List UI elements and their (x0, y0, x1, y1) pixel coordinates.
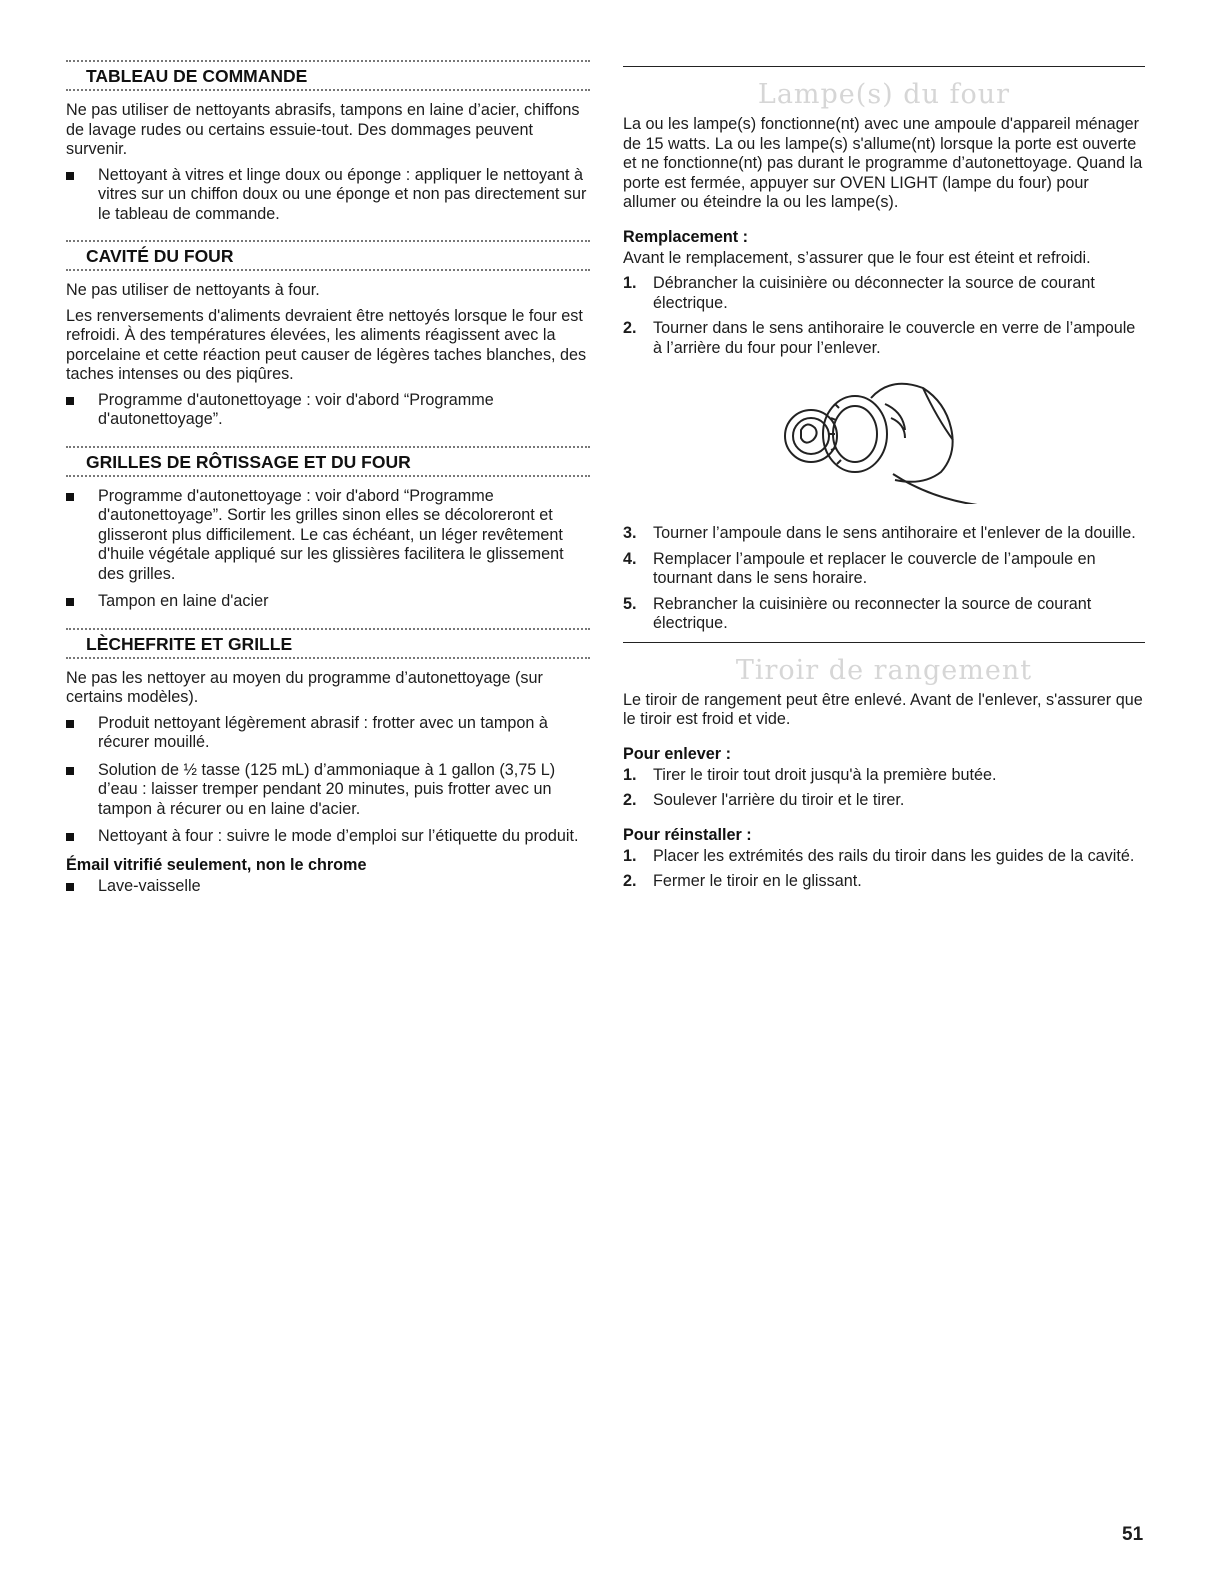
bulb-illustration (623, 374, 1145, 504)
paragraph: Le tiroir de rangement peut être enlevé. Avant de l'enlever, s'assurer que le tiroir est froid et vide. (623, 690, 1143, 728)
list-item: 1. Tirer le tiroir tout droit jusqu'à la première butée. (623, 765, 997, 784)
section-heading: CAVITÉ DU FOUR (86, 246, 234, 266)
section-rule (66, 657, 590, 659)
square-bullet-icon (66, 493, 74, 501)
list-item: 4. Remplacer l’ampoule et replacer le couvercle de l’ampoule en tournant dans le sens horaire. (623, 549, 1096, 587)
step-list (623, 766, 1145, 811)
section-tableau-de-commande (66, 60, 590, 224)
section-rule (623, 66, 1145, 67)
bullet-list (66, 166, 590, 225)
section-title: Tiroir de rangement (735, 654, 1033, 686)
paragraph: Ne pas utiliser de nettoyants à four. (66, 281, 320, 299)
square-bullet-icon (66, 720, 74, 728)
subheading: Remplacement : (623, 227, 749, 246)
section-cavite-du-four (66, 240, 590, 430)
list-item: Nettoyant à four : suivre le mode d’emploi sur l’étiquette du produit. (66, 827, 590, 847)
subheading: Pour enlever : (623, 744, 731, 763)
list-item: 2. Tourner dans le sens antihoraire le couvercle en verre de l’ampoule à l’arrière du four pour l’enlever. (623, 319, 1136, 357)
list-item: Programme d'autonettoyage : voir d'abord “Programme d'autonettoyage”. (66, 391, 590, 430)
section-heading: GRILLES DE RÔTISSAGE ET DU FOUR (86, 451, 411, 472)
list-item: 1. Placer les extrémités des rails du tiroir dans les guides de la cavité. (623, 846, 1135, 865)
section-grilles (66, 446, 590, 612)
list-item: Lave-vaisselle (66, 877, 590, 897)
square-bullet-icon (66, 172, 74, 180)
paragraph: Ne pas utiliser de nettoyants abrasifs, tampons en laine d’acier, chiffons de lavage rudes ou certains essuie-tout. Des dommages peuvent survenir. (66, 101, 580, 158)
section-heading: LÈCHEFRITE ET GRILLE (86, 633, 293, 654)
bullet-list (66, 714, 590, 847)
right-column (623, 60, 1145, 898)
subheading: Pour réinstaller : (623, 825, 752, 844)
section-rule (66, 89, 590, 91)
square-bullet-icon (66, 767, 74, 775)
square-bullet-icon (66, 397, 74, 405)
step-list (623, 524, 1145, 634)
hand-turning-bulb-cover-icon (773, 374, 993, 504)
list-item: Programme d'autonettoyage : voir d'abord “Programme d'autonettoyage”. Sortir les grilles sinon elles se décoloreront et glisseront plus difficilement. Le cas échéant, un léger revêtement d'huile végétale appliqué sur les glissières facilitera le glissement des grilles. (66, 487, 590, 585)
square-bullet-icon (66, 833, 74, 841)
list-item: Tampon en laine d'acier (66, 592, 590, 612)
square-bullet-icon (66, 883, 74, 891)
list-item: Produit nettoyant légèrement abrasif : frotter avec un tampon à récurer mouillé. (66, 714, 590, 753)
left-column (66, 60, 590, 912)
list-item: Nettoyant à vitres et linge doux ou éponge : appliquer le nettoyant à vitres sur un chiffon doux ou une éponge et non pas directement sur le tableau de commande. (66, 166, 590, 225)
section-title: Lampe(s) du four (757, 79, 1011, 110)
paragraph: Avant le remplacement, s’assurer que le four est éteint et refroidi. (623, 248, 1091, 267)
section-lechefrite (66, 628, 590, 897)
paragraph: Les renversements d'aliments devraient être nettoyés lorsque le four est refroidi. À des températures élevées, les aliments réagissent avec la porcelaine et cette réaction peut causer de légères taches blanches, des taches intenses ou des piqûres. (66, 306, 587, 383)
paragraph: La ou les lampe(s) fonctionne(nt) avec une ampoule d'appareil ménager de 15 watts. La ou les lampe(s) s'allume(nt) lorsque la porte est ouverte et ne fonctionne(nt) pas durant le programme d’autonettoyage. Quand la porte est fermée, appuyer sur OVEN LIGHT (lampe du four) pour allumer ou éteindre la ou les lampe(s). (623, 115, 1143, 211)
section-rule (66, 475, 590, 477)
list-item: 2. Soulever l'arrière du tiroir et le tirer. (623, 791, 905, 809)
bullet-list (66, 391, 590, 430)
bullet-list (66, 877, 590, 897)
bullet-list (66, 487, 590, 612)
section-rule (66, 269, 590, 271)
square-bullet-icon (66, 598, 74, 606)
list-item: 2. Fermer le tiroir en le glissant. (623, 872, 862, 890)
section-heading: TABLEAU DE COMMANDE (86, 66, 308, 86)
page-number: 51 (1122, 1524, 1144, 1545)
list-item: Solution de ½ tasse (125 mL) d’ammoniaque à 1 gallon (3,75 L) d’eau : laisser tremper pendant 20 minutes, puis frotter avec un tampon à récurer ou en laine d'acier. (66, 761, 590, 820)
subheading: Émail vitrifié seulement, non le chrome (66, 855, 367, 874)
list-item: 5. Rebrancher la cuisinière ou reconnecter la source de courant électrique. (623, 594, 1092, 632)
paragraph: Ne pas les nettoyer au moyen du programme d’autonettoyage (sur certains modèles). (66, 668, 543, 706)
list-item: 1. Débrancher la cuisinière ou déconnecter la source de courant électrique. (623, 274, 1095, 312)
step-list (623, 847, 1145, 892)
step-list (623, 274, 1145, 358)
list-item: 3. Tourner l’ampoule dans le sens antihoraire et l'enlever de la douille. (623, 524, 1136, 542)
section-rule (623, 642, 1145, 643)
